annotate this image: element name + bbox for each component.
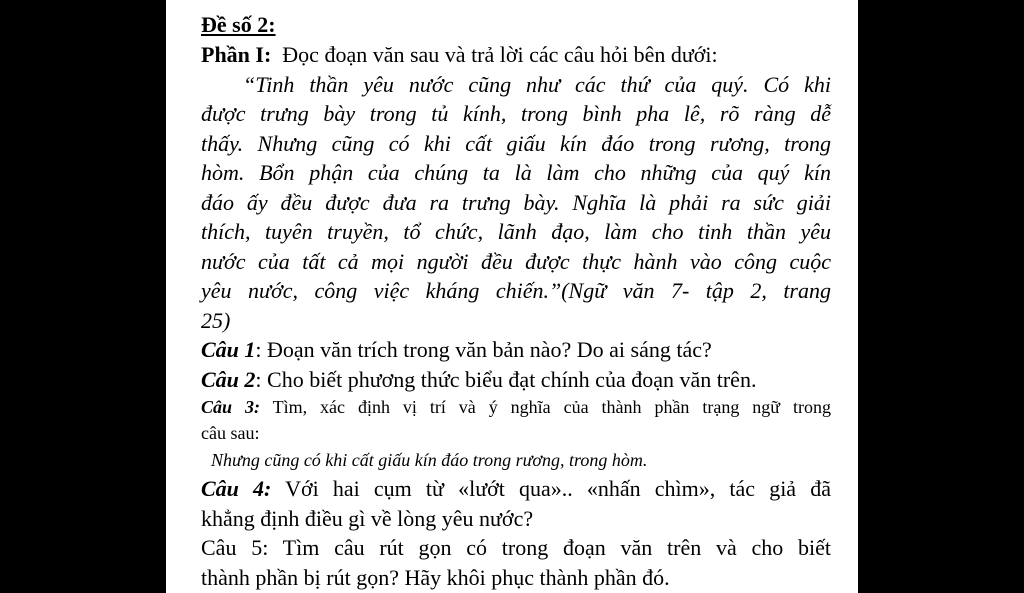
question-3 <box>201 394 831 420</box>
passage-line: được trưng bày trong tủ kính, trong bình pha lê, rõ ràng dễ <box>201 101 831 126</box>
question-4 <box>201 474 831 504</box>
question-5: Câu 5: Tìm câu rút gọn có trong đoạn văn trên và cho biết <box>201 535 831 560</box>
question-1-label: Câu 1 <box>201 337 256 362</box>
question-3-quote: Nhưng cũng có khi cất giấu kín đáo trong rương, trong hòm. <box>211 450 648 470</box>
passage-line: yêu nước, công việc kháng chiến.”(Ngữ văn 7- tập 2, trang <box>201 278 831 303</box>
question-2 <box>201 365 831 395</box>
passage-line: thích, tuyên truyền, tổ chức, lãnh đạo, làm cho tinh thần yêu <box>201 219 831 244</box>
question-1-text: : Đoạn văn trích trong văn bản nào? Do ai sáng tác? <box>255 337 712 362</box>
question-3-text-cont: câu sau: <box>201 423 260 443</box>
question-3-text: Tìm, xác định vị trí và ý nghĩa của thành phần trạng ngữ trong <box>259 397 832 417</box>
passage-line: “Tinh thần yêu nước cũng như các thứ của quý. Có khi <box>243 71 831 97</box>
question-4-text: Với hai cụm từ «lướt qua».. «nhấn chìm», tác giả đã <box>271 476 831 501</box>
document-page <box>166 0 858 593</box>
passage <box>201 70 831 336</box>
question-2-text: : Cho biết phương thức biểu đạt chính của đoạn văn trên. <box>255 366 757 392</box>
exam-title: Đề số 2: <box>201 12 276 37</box>
passage-line: hòm. Bổn phận của chúng ta là làm cho những của quý kín <box>201 160 831 185</box>
part1-label: Phần I: <box>201 42 272 67</box>
document-content <box>201 10 831 592</box>
question-4-label: Câu 4: <box>201 476 272 501</box>
question-4-text-cont: khẳng định điều gì về lòng yêu nước? <box>201 505 534 531</box>
passage-line: 25) <box>201 307 231 333</box>
question-2-label: Câu 2 <box>201 366 256 392</box>
part1-instruction: Đọc đoạn văn sau và trả lời các câu hỏi bên dưới: <box>282 42 718 67</box>
question-5-text-cont: thành phần bị rút gọn? Hãy khôi phục thành phần đó. <box>201 564 670 590</box>
passage-line: đáo ấy đều được đưa ra trưng bày. Nghĩa là phải ra sức giải <box>201 189 831 215</box>
question-1 <box>201 335 831 365</box>
part1-heading <box>201 40 831 70</box>
passage-line: thấy. Nhưng cũng có khi cất giấu kín đáo trong rương, trong <box>201 130 831 156</box>
passage-line: nước của tất cả mọi người đều được thực hành vào công cuộc <box>201 248 831 274</box>
question-3-label: Câu 3: <box>201 397 260 417</box>
